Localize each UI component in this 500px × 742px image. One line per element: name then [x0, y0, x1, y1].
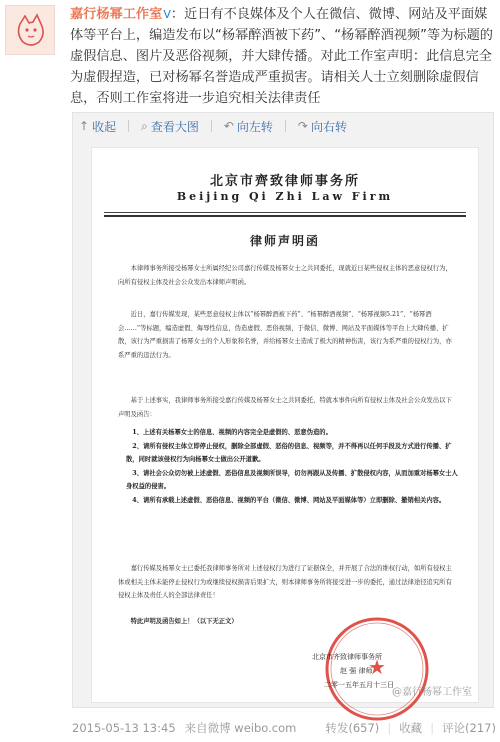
avatar-logo-icon [6, 6, 55, 55]
law-firm-seal-icon [322, 614, 432, 724]
source-prefix: 来自 [184, 721, 208, 735]
declaration-item: 3、请社会公众切勿被上述虚假、恶俗信息及视频所误导，切勿再跟从及传播、扩散侵权内容，从而加重对杨幂女士人身权益的侵害。 [126, 469, 458, 490]
rotate-right-button[interactable] [298, 118, 347, 135]
source-link[interactable]: 微博 weibo.com [207, 721, 297, 735]
toolbar-divider [211, 120, 212, 132]
collapse-label: 收起 [92, 119, 117, 134]
post-body: ：近日有不良媒体及个人在微信、微博、网站及平面媒体等平台上，编造发布以“杨幂醉酒被下药”、“杨幂醉酒视频”等为标题的虚假信息、图片及恶俗视频，并大肆传播。对此工作室声明：此信息完全为虚假捏造，已对杨幂名誉造成严重损害。请相关人士立刻删除虚假信息，否则工作室将进一步追究相关法律责任 [70, 7, 493, 106]
rotate-right-label: 向右转 [310, 119, 347, 134]
letter-paragraph: 本律师事务所接受杨幂女士所属经纪公司嘉行传媒及杨幂女士之共同委托，现就近日某些侵权主体的恶意侵权行为，向所有侵权主体及社会公众发出本律师声明函。 [118, 265, 452, 286]
favorite-button[interactable]: 收藏 [399, 721, 423, 735]
action-divider: | [387, 721, 392, 735]
declaration-list [126, 426, 458, 507]
letter-closing: 特此声明及函告如上！（以下无正文） [130, 618, 238, 625]
letter-paragraph: 基于上述事实，我律师事务所接受嘉行传媒及杨幂女士之共同委托，特就本事件向所有侵权主体及社会公众发出以下声明及函告： [118, 397, 452, 418]
toolbar-divider [128, 120, 129, 132]
image-watermark: @嘉行杨幂工作室 [392, 687, 472, 698]
image-viewer-panel [72, 112, 494, 708]
verified-badge-icon[interactable]: V [163, 8, 171, 21]
rotate-left-button[interactable] [224, 118, 273, 135]
rotate-right-icon: ↷ [297, 119, 308, 133]
document-title: 律师声明函 [249, 234, 320, 248]
view-large-button[interactable] [141, 118, 199, 135]
declaration-item: 1、上述有关杨幂女士的信息、视频的内容完全是虚假的、恶意伪造的。 [132, 429, 332, 436]
collapse-button[interactable] [79, 118, 116, 135]
signature-lawyer: 赵 强 律师 [340, 667, 373, 675]
post-timestamp[interactable]: 2015-05-13 13:45 [72, 721, 176, 735]
signature-firm: 北京市齐致律师事务所 [312, 653, 382, 661]
collapse-icon: ↑ [79, 119, 90, 133]
author-name[interactable]: 嘉行杨幂工作室 [70, 7, 163, 22]
rotate-left-label: 向左转 [236, 119, 273, 134]
action-divider: | [430, 721, 435, 735]
post-source [185, 720, 297, 736]
repost-button[interactable]: 转发(657) [325, 721, 380, 735]
letterhead-rule [104, 215, 466, 217]
rotate-left-icon: ↶ [223, 119, 234, 133]
magnifier-icon: ⌕ [141, 118, 148, 133]
declaration-item: 4、请所有承载上述虚假、恶俗信息、视频的平台（微信、微博、网站及平面媒体等）立即删除、撤销相关内容。 [132, 496, 446, 504]
post-content [70, 4, 496, 109]
lawyer-letter-image[interactable] [91, 147, 479, 703]
letter-paragraph: 近日，嘉行传媒发现，某些恶意侵权主体以“杨幂醉酒被下药”、“杨幂醉酒视频”、“杨幂视频5.21”、“杨幂酒会……”等标题，编造虚假、侮辱性信息，伪造虚假、恶俗视频，于微信、微博、网站及平面媒体等平台上大肆传播、扩散，该行为严重损害了杨幂女士的个人形象和名誉，并给杨幂女士造成了极大的精神伤害，该行为系严重的侵权行为，亦系严重的违法行为。 [118, 311, 452, 359]
post-actions [325, 720, 496, 736]
comment-button[interactable]: 评论(217) [442, 721, 496, 735]
toolbar-divider [285, 120, 286, 132]
signature-date: 二零一五年五月十三日 [324, 681, 394, 689]
svg-text:★: ★ [368, 655, 386, 679]
letterhead-chinese: 北京市齊致律师事务所 [209, 174, 360, 189]
post-footer [72, 718, 496, 738]
image-toolbar [73, 113, 493, 139]
letterhead-rule [104, 212, 466, 213]
letterhead-english: Beijing Qi Zhi Law Firm [176, 190, 394, 203]
letter-paragraph: 嘉行传媒及杨幂女士已委托我律师事务所对上述侵权行为进行了证据保全，并开展了合法的维权行动，如所有侵权主体或相关主体未能停止侵权行为或继续侵权损害后果扩大，则本律师事务所将接受进一步的委托，通过法律途径追究所有侵权主体及责任人的全部法律责任！ [118, 565, 452, 599]
declaration-item: 2、请所有侵权主体立即停止侵权，删除全部虚假、恶俗的信息、视频等，并不得再以任何手段及方式进行传播、扩散，同时就该侵权行为向杨幂女士做出公开道歉。 [126, 442, 452, 463]
author-avatar[interactable] [5, 5, 55, 55]
view-large-label: 查看大图 [150, 119, 199, 134]
